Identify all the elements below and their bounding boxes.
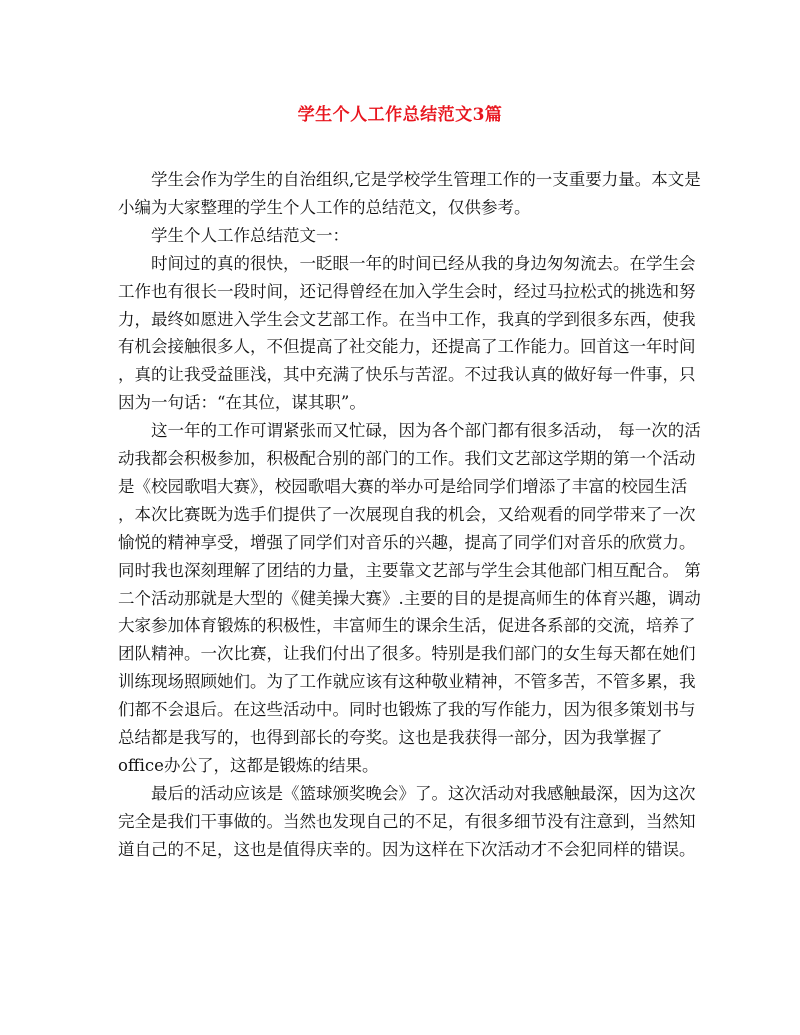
- document-title: 学生个人工作总结范文3篇: [297, 105, 503, 125]
- body-text-line: 因为一句话：“在其位，谋其职”。: [118, 393, 366, 413]
- body-text-line: 学生个人工作总结范文一：: [118, 225, 349, 245]
- body-text-line: 动我都会积极参加，积极配合别的部门的工作。我们文艺部这学期的第一个活动: [118, 449, 696, 468]
- body-text-line: ，本次比赛既为选手们提供了一次展现自我的机会，又给观看的同学带来了一次: [118, 504, 696, 524]
- body-text-line: 们都不会退后。在这些活动中。同时也锻炼了我的写作能力，因为很多策划书与: [118, 700, 696, 720]
- body-text-line: 二个活动那就是大型的《健美操大赛》.主要的目的是提高师生的体育兴趣，调动: [118, 588, 701, 608]
- body-text-line: 力，最终如愿进入学生会文艺部工作。在当中工作，我真的学到很多东西，使我: [118, 309, 696, 329]
- body-text-line: 有机会接触很多人，不但提高了社交能力，还提高了工作能力。回首这一年时间: [118, 337, 696, 357]
- body-text-line: 愉悦的精神享受，增强了同学们对音乐的兴趣，提高了同学们对音乐的欣赏力。: [118, 532, 696, 552]
- body-text-line: 训练现场照顾她们。为了工作就应该有这种敬业精神，不管多苦，不管多累，我: [118, 672, 696, 692]
- body-text-line: 完全是我们干事做的。当然也发现自己的不足，有很多细节没有注意到，当然知: [118, 811, 696, 831]
- body-text-line: 大家参加体育锻炼的积极性，丰富师生的课余生活，促进各系部的交流，培养了: [118, 616, 696, 636]
- body-text-line: 同时我也深刻理解了团结的力量，主要靠文艺部与学生会其他部门相互配合。 第: [118, 560, 701, 580]
- body-text-line: 团队精神。一次比赛，让我们付出了很多。特别是我们部门的女生每天都在她们: [118, 644, 696, 664]
- body-text-line: 时间过的真的很快，一眨眼一年的时间已经从我的身边匆匆流去。在学生会: [118, 253, 696, 273]
- body-text-line: ，真的让我受益匪浅，其中充满了快乐与苦涩。不过我认真的做好每一件事，只: [118, 365, 696, 385]
- body-text-line: 这一年的工作可谓紧张而又忙碌，因为各个部门都有很多活动， 每一次的活: [118, 421, 701, 441]
- body-text-line: 最后的活动应该是《篮球颁奖晚会》了。这次活动对我感触最深，因为这次: [118, 783, 696, 803]
- body-text-line: 是《校园歌唱大赛》，校园歌唱大赛的举办可是给同学们增添了丰富的校园生活: [118, 476, 688, 496]
- body-text-line: 工作也有很长一段时间，还记得曾经在加入学生会时，经过马拉松式的挑选和努: [118, 281, 696, 301]
- body-text-line: 总结都是我写的，也得到部长的夸奖。这也是我获得一部分，因为我掌握了: [118, 728, 663, 747]
- body-text-line: 学生会作为学生的自治组织,它是学校学生管理工作的一支重要力量。本文是: [118, 170, 701, 189]
- body-text-line: office办公了，这都是锻炼的结果。: [118, 755, 379, 775]
- body-text-line: 小编为大家整理的学生个人工作的总结范文，仅供参考。: [118, 197, 531, 217]
- body-text-line: 道自己的不足，这也是值得庆幸的。因为这样在下次活动才不会犯同样的错误。: [118, 839, 696, 859]
